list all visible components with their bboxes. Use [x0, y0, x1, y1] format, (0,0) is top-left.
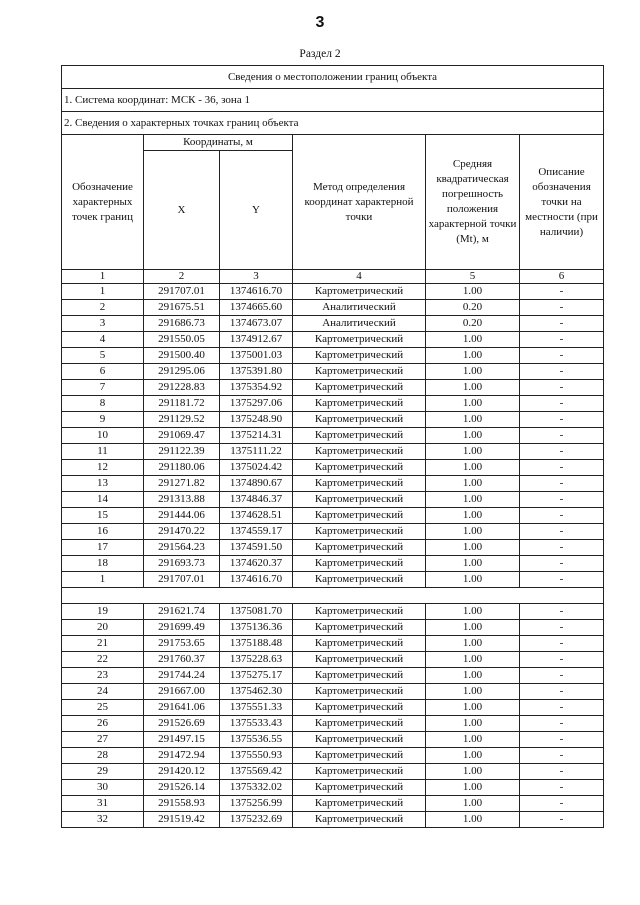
method: Картометрический: [293, 396, 426, 412]
error: 1.00: [426, 524, 520, 540]
method: Картометрический: [293, 764, 426, 780]
description: -: [520, 780, 604, 796]
error: 1.00: [426, 412, 520, 428]
error: 1.00: [426, 444, 520, 460]
description: -: [520, 540, 604, 556]
y-coordinate: 1374591.50: [220, 540, 293, 556]
y-coordinate: 1375462.30: [220, 684, 293, 700]
error: 1.00: [426, 636, 520, 652]
method: Картометрический: [293, 668, 426, 684]
y-coordinate: 1375111.22: [220, 444, 293, 460]
x-coordinate: 291313.88: [144, 492, 220, 508]
table-row: [62, 684, 604, 700]
y-coordinate: 1375275.17: [220, 668, 293, 684]
y-coordinate: 1375188.48: [220, 636, 293, 652]
y-coordinate: 1375248.90: [220, 412, 293, 428]
method: Аналитический: [293, 300, 426, 316]
x-coordinate: 291180.06: [144, 460, 220, 476]
error: 1.00: [426, 508, 520, 524]
y-coordinate: 1375536.55: [220, 732, 293, 748]
point-number: 7: [62, 380, 144, 396]
x-coordinate: 291686.73: [144, 316, 220, 332]
description: -: [520, 668, 604, 684]
method: Картометрический: [293, 604, 426, 620]
point-number: 8: [62, 396, 144, 412]
y-coordinate: 1375256.99: [220, 796, 293, 812]
x-coordinate: 291129.52: [144, 412, 220, 428]
x-coordinate: 291667.00: [144, 684, 220, 700]
y-coordinate: 1375136.36: [220, 620, 293, 636]
blank-cell: [62, 588, 144, 604]
point-number: 12: [62, 460, 144, 476]
point-number: 26: [62, 716, 144, 732]
point-number: 4: [62, 332, 144, 348]
separator-row: [62, 588, 604, 604]
x-coordinate: 291472.94: [144, 748, 220, 764]
error: 1.00: [426, 348, 520, 364]
table-row: [62, 380, 604, 396]
description: -: [520, 796, 604, 812]
table-row: [62, 652, 604, 668]
method: Картометрический: [293, 524, 426, 540]
y-coordinate: 1375024.42: [220, 460, 293, 476]
table-row: [62, 572, 604, 588]
y-coordinate: 1374616.70: [220, 572, 293, 588]
method: Картометрический: [293, 780, 426, 796]
description: -: [520, 332, 604, 348]
table-row: [62, 812, 604, 828]
table-row: [62, 364, 604, 380]
method: Картометрический: [293, 348, 426, 364]
point-number: 1: [62, 572, 144, 588]
error: 0.20: [426, 300, 520, 316]
y-coordinate: 1374665.60: [220, 300, 293, 316]
description: -: [520, 652, 604, 668]
error: 1.00: [426, 716, 520, 732]
table-row: [62, 476, 604, 492]
blank-cell: [220, 588, 293, 604]
blank-cell: [426, 588, 520, 604]
method: Картометрический: [293, 380, 426, 396]
x-coordinate: 291550.05: [144, 332, 220, 348]
description: -: [520, 764, 604, 780]
x-coordinate: 291753.65: [144, 636, 220, 652]
y-coordinate: 1375391.80: [220, 364, 293, 380]
column-number: 2: [144, 270, 220, 284]
error: 1.00: [426, 604, 520, 620]
error: 1.00: [426, 540, 520, 556]
point-number: 10: [62, 428, 144, 444]
y-coordinate: 1375232.69: [220, 812, 293, 828]
error: 1.00: [426, 684, 520, 700]
description: -: [520, 812, 604, 828]
error: 1.00: [426, 492, 520, 508]
error: 1.00: [426, 556, 520, 572]
method: Картометрический: [293, 732, 426, 748]
description: -: [520, 636, 604, 652]
error: 0.20: [426, 316, 520, 332]
error: 1.00: [426, 364, 520, 380]
point-number: 9: [62, 412, 144, 428]
error: 1.00: [426, 460, 520, 476]
x-coordinate: 291693.73: [144, 556, 220, 572]
error: 1.00: [426, 748, 520, 764]
y-coordinate: 1374628.51: [220, 508, 293, 524]
error: 1.00: [426, 476, 520, 492]
points-title: 2. Сведения о характерных точках границ объекта: [62, 112, 604, 135]
x-coordinate: 291069.47: [144, 428, 220, 444]
method: Картометрический: [293, 716, 426, 732]
header-coords: Координаты, м: [144, 135, 293, 151]
column-number: 4: [293, 270, 426, 284]
error: 1.00: [426, 764, 520, 780]
method: Картометрический: [293, 812, 426, 828]
point-number: 22: [62, 652, 144, 668]
error: 1.00: [426, 812, 520, 828]
y-coordinate: 1375551.33: [220, 700, 293, 716]
point-number: 28: [62, 748, 144, 764]
x-coordinate: 291470.22: [144, 524, 220, 540]
x-coordinate: 291558.93: [144, 796, 220, 812]
description: -: [520, 460, 604, 476]
description: -: [520, 300, 604, 316]
table-row: [62, 524, 604, 540]
header-method: Метод определения координат характерной точки: [293, 135, 426, 270]
description: -: [520, 684, 604, 700]
point-number: 2: [62, 300, 144, 316]
point-number: 18: [62, 556, 144, 572]
method: Картометрический: [293, 652, 426, 668]
y-coordinate: 1374620.37: [220, 556, 293, 572]
y-coordinate: 1374912.67: [220, 332, 293, 348]
error: 1.00: [426, 668, 520, 684]
error: 1.00: [426, 332, 520, 348]
y-coordinate: 1375228.63: [220, 652, 293, 668]
error: 1.00: [426, 732, 520, 748]
y-coordinate: 1375533.43: [220, 716, 293, 732]
x-coordinate: 291228.83: [144, 380, 220, 396]
table-row: [62, 428, 604, 444]
table-row: [62, 316, 604, 332]
point-number: 21: [62, 636, 144, 652]
header-y: Y: [220, 151, 293, 270]
x-coordinate: 291707.01: [144, 572, 220, 588]
y-coordinate: 1375332.02: [220, 780, 293, 796]
y-coordinate: 1375297.06: [220, 396, 293, 412]
x-coordinate: 291519.42: [144, 812, 220, 828]
method: Картометрический: [293, 364, 426, 380]
error: 1.00: [426, 620, 520, 636]
table-row: [62, 780, 604, 796]
point-number: 25: [62, 700, 144, 716]
x-coordinate: 291760.37: [144, 652, 220, 668]
x-coordinate: 291526.14: [144, 780, 220, 796]
x-coordinate: 291444.06: [144, 508, 220, 524]
error: 1.00: [426, 796, 520, 812]
x-coordinate: 291500.40: [144, 348, 220, 364]
description: -: [520, 492, 604, 508]
description: -: [520, 444, 604, 460]
method: Картометрический: [293, 284, 426, 300]
error: 1.00: [426, 284, 520, 300]
method: Картометрический: [293, 428, 426, 444]
x-coordinate: 291497.15: [144, 732, 220, 748]
description: -: [520, 316, 604, 332]
x-coordinate: 291744.24: [144, 668, 220, 684]
point-number: 5: [62, 348, 144, 364]
x-coordinate: 291641.06: [144, 700, 220, 716]
point-number: 11: [62, 444, 144, 460]
method: Картометрический: [293, 700, 426, 716]
description: -: [520, 748, 604, 764]
description: -: [520, 620, 604, 636]
method: Картометрический: [293, 620, 426, 636]
description: -: [520, 412, 604, 428]
column-number: 5: [426, 270, 520, 284]
page-number: 3: [315, 14, 325, 31]
point-number: 31: [62, 796, 144, 812]
table-row: [62, 764, 604, 780]
description: -: [520, 556, 604, 572]
method: Картометрический: [293, 476, 426, 492]
y-coordinate: 1375550.93: [220, 748, 293, 764]
column-number: 1: [62, 270, 144, 284]
x-coordinate: 291621.74: [144, 604, 220, 620]
method: Картометрический: [293, 412, 426, 428]
x-coordinate: 291564.23: [144, 540, 220, 556]
method: Аналитический: [293, 316, 426, 332]
x-coordinate: 291420.12: [144, 764, 220, 780]
point-number: 29: [62, 764, 144, 780]
table-row: [62, 396, 604, 412]
header-point: Обозначение характерных точек границ: [62, 135, 144, 270]
coord-system: 1. Система координат: МСК - 36, зона 1: [62, 89, 604, 112]
method: Картометрический: [293, 332, 426, 348]
description: -: [520, 476, 604, 492]
description: -: [520, 380, 604, 396]
x-coordinate: 291699.49: [144, 620, 220, 636]
error: 1.00: [426, 700, 520, 716]
method: Картометрический: [293, 684, 426, 700]
column-number: 6: [520, 270, 604, 284]
method: Картометрический: [293, 460, 426, 476]
description: -: [520, 524, 604, 540]
description: -: [520, 396, 604, 412]
method: Картометрический: [293, 444, 426, 460]
table-row: [62, 284, 604, 300]
description: -: [520, 348, 604, 364]
table-row: [62, 332, 604, 348]
description: -: [520, 716, 604, 732]
description: -: [520, 428, 604, 444]
point-number: 27: [62, 732, 144, 748]
y-coordinate: 1374616.70: [220, 284, 293, 300]
table-row: [62, 492, 604, 508]
description: -: [520, 284, 604, 300]
x-coordinate: 291271.82: [144, 476, 220, 492]
x-coordinate: 291181.72: [144, 396, 220, 412]
error: 1.00: [426, 780, 520, 796]
point-number: 19: [62, 604, 144, 620]
table-row: [62, 412, 604, 428]
point-number: 17: [62, 540, 144, 556]
y-coordinate: 1374846.37: [220, 492, 293, 508]
boundary-points-table: [61, 65, 604, 828]
table-row: [62, 700, 604, 716]
description: -: [520, 508, 604, 524]
error: 1.00: [426, 396, 520, 412]
point-number: 1: [62, 284, 144, 300]
x-coordinate: 291526.69: [144, 716, 220, 732]
table-row: [62, 460, 604, 476]
point-number: 30: [62, 780, 144, 796]
header-description: Описание обозначения точки на местности (при наличии): [520, 135, 604, 270]
y-coordinate: 1374890.67: [220, 476, 293, 492]
method: Картометрический: [293, 540, 426, 556]
description: -: [520, 604, 604, 620]
point-number: 15: [62, 508, 144, 524]
method: Картометрический: [293, 748, 426, 764]
x-coordinate: 291295.06: [144, 364, 220, 380]
point-number: 32: [62, 812, 144, 828]
header-error: Средняя квадратическая погрешность положения характерной точки (Mt), м: [426, 135, 520, 270]
table-row: [62, 716, 604, 732]
blank-cell: [293, 588, 426, 604]
blank-cell: [520, 588, 604, 604]
method: Картометрический: [293, 636, 426, 652]
x-coordinate: 291707.01: [144, 284, 220, 300]
table-row: [62, 348, 604, 364]
table-row: [62, 748, 604, 764]
table-row: [62, 444, 604, 460]
error: 1.00: [426, 652, 520, 668]
description: -: [520, 364, 604, 380]
table-row: [62, 636, 604, 652]
point-number: 24: [62, 684, 144, 700]
table-row: [62, 556, 604, 572]
description: -: [520, 700, 604, 716]
error: 1.00: [426, 380, 520, 396]
point-number: 6: [62, 364, 144, 380]
y-coordinate: 1374559.17: [220, 524, 293, 540]
x-coordinate: 291675.51: [144, 300, 220, 316]
point-number: 20: [62, 620, 144, 636]
point-number: 3: [62, 316, 144, 332]
point-number: 16: [62, 524, 144, 540]
table-row: [62, 796, 604, 812]
table-row: [62, 732, 604, 748]
table-row: [62, 300, 604, 316]
table-row: [62, 668, 604, 684]
method: Картометрический: [293, 492, 426, 508]
table-row: [62, 508, 604, 524]
y-coordinate: 1375001.03: [220, 348, 293, 364]
y-coordinate: 1375214.31: [220, 428, 293, 444]
section-title: Раздел 2: [299, 48, 341, 60]
method: Картометрический: [293, 572, 426, 588]
method: Картометрический: [293, 556, 426, 572]
table-title: Сведения о местоположении границ объекта: [62, 66, 604, 89]
method: Картометрический: [293, 796, 426, 812]
error: 1.00: [426, 428, 520, 444]
point-number: 23: [62, 668, 144, 684]
y-coordinate: 1375081.70: [220, 604, 293, 620]
blank-cell: [144, 588, 220, 604]
description: -: [520, 572, 604, 588]
table-row: [62, 604, 604, 620]
point-number: 14: [62, 492, 144, 508]
x-coordinate: 291122.39: [144, 444, 220, 460]
y-coordinate: 1374673.07: [220, 316, 293, 332]
table-row: [62, 620, 604, 636]
method: Картометрический: [293, 508, 426, 524]
description: -: [520, 732, 604, 748]
y-coordinate: 1375354.92: [220, 380, 293, 396]
point-number: 13: [62, 476, 144, 492]
y-coordinate: 1375569.42: [220, 764, 293, 780]
column-number: 3: [220, 270, 293, 284]
table-row: [62, 540, 604, 556]
error: 1.00: [426, 572, 520, 588]
header-x: X: [144, 151, 220, 270]
